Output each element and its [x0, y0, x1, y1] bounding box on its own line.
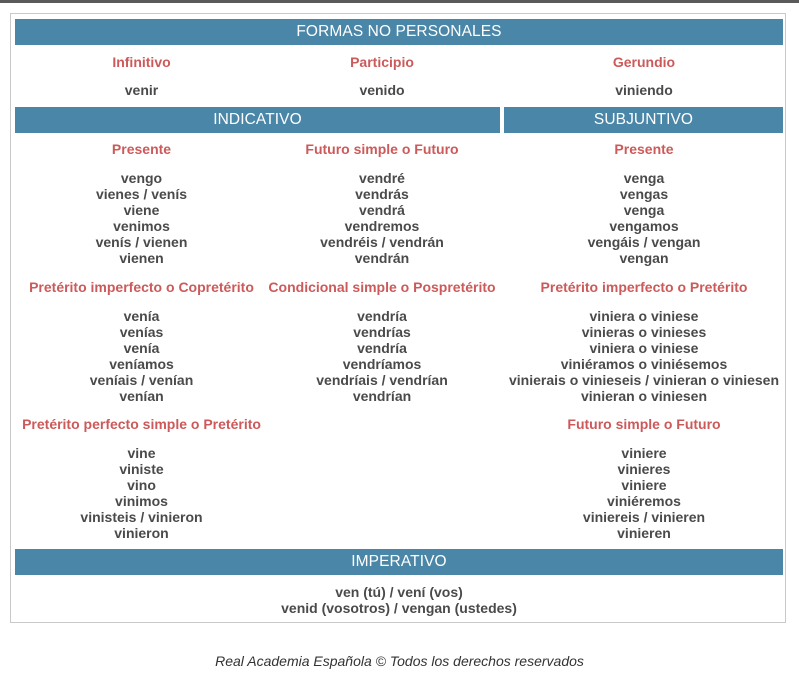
- indicativo-perfecto-simple: [15, 415, 268, 541]
- top-bar: [0, 0, 799, 3]
- form: vengas: [619, 186, 669, 202]
- form-list: [259, 170, 505, 266]
- indicativo-imperfecto: [19, 278, 264, 404]
- tense-label: Pretérito imperfecto o Copretérito: [29, 279, 254, 295]
- form: vinieren: [617, 525, 671, 541]
- form: vinieres: [617, 461, 671, 477]
- tense-label: Presente: [111, 141, 172, 157]
- form: vengáis / vengan: [587, 234, 701, 250]
- indicativo-condicional: [259, 278, 505, 404]
- section-header-imperativo: IMPERATIVO: [15, 549, 783, 575]
- form: ven (tú) / vení (vos): [335, 584, 463, 600]
- form: vienes / venís: [95, 186, 188, 202]
- tense-label: Futuro simple o Futuro: [305, 141, 459, 157]
- form: vine: [127, 445, 156, 461]
- form-list: [505, 308, 783, 404]
- form: vengan: [619, 250, 669, 266]
- form: vinieron: [114, 525, 169, 541]
- form: vendréis / vendrán: [320, 234, 444, 250]
- form: viniéramos o viniésemos: [560, 356, 728, 372]
- form: veníamos: [109, 356, 174, 372]
- indicativo-presente: [19, 140, 264, 266]
- form: viniera o viniese: [589, 340, 699, 356]
- form: vengamos: [609, 218, 679, 234]
- conjugation-table: [10, 13, 786, 623]
- subjuntivo-futuro: [505, 415, 783, 541]
- form: venga: [623, 170, 665, 186]
- form: veníais / venían: [89, 372, 194, 388]
- form: vendríais / vendrían: [316, 372, 448, 388]
- form: vendrá: [359, 202, 405, 218]
- section-header-subjuntivo: SUBJUNTIVO: [504, 107, 783, 133]
- form: venían: [119, 388, 164, 404]
- form: vinimos: [115, 493, 168, 509]
- form: viniste: [119, 461, 164, 477]
- form-list: [15, 584, 783, 616]
- form: venid (vosotros) / vengan (ustedes): [281, 600, 517, 616]
- subjuntivo-presente: [505, 140, 783, 266]
- infinitivo-label: Infinitivo: [112, 54, 171, 70]
- form: viniéremos: [607, 493, 681, 509]
- form: vinieran o viniesen: [580, 388, 708, 404]
- imperativo-forms: [15, 584, 783, 616]
- form: vendría: [357, 308, 407, 324]
- infinitivo-value: venir: [124, 82, 159, 98]
- form: vendríamos: [342, 356, 422, 372]
- form: vengo: [120, 170, 163, 186]
- form: viniereis / vinieren: [582, 509, 706, 525]
- tense-label: Presente: [614, 141, 674, 157]
- form: venías: [119, 324, 164, 340]
- form-list: [259, 308, 505, 404]
- subjuntivo-imperfecto: [505, 278, 783, 404]
- form-list: [505, 170, 783, 266]
- form: venía: [123, 340, 160, 356]
- form: viniere: [621, 445, 667, 461]
- form: vinieras o vinieses: [581, 324, 707, 340]
- form: vendrían: [352, 388, 412, 404]
- form-list: [505, 445, 783, 541]
- form: venía: [123, 308, 160, 324]
- form: vendremos: [344, 218, 420, 234]
- gerundio-label: Gerundio: [612, 54, 676, 70]
- section-header-indicativo: INDICATIVO: [15, 107, 500, 133]
- tense-label: Condicional simple o Pospretérito: [268, 279, 496, 295]
- form: vendrás: [355, 186, 409, 202]
- form: vendré: [359, 170, 405, 186]
- form: venga: [623, 202, 665, 218]
- form: vino: [127, 477, 156, 493]
- tense-label: Pretérito imperfecto o Pretérito: [540, 279, 748, 295]
- gerundio-value: viniendo: [615, 82, 673, 98]
- form: venís / vienen: [95, 234, 188, 250]
- form: venimos: [113, 218, 170, 234]
- form: vendrías: [353, 324, 411, 340]
- section-header-no-personales: FORMAS NO PERSONALES: [15, 19, 783, 45]
- participio-block: [259, 53, 505, 98]
- gerundio-block: [505, 53, 783, 98]
- form: vinierais o vinieseis / vinieran o viniesen: [508, 372, 779, 388]
- tense-label: Pretérito perfecto simple o Pretérito: [22, 416, 261, 432]
- form: vendría: [357, 340, 407, 356]
- participio-label: Participio: [350, 54, 414, 70]
- form: vienen: [119, 250, 164, 266]
- form: viniera o viniese: [589, 308, 699, 324]
- tense-label: Futuro simple o Futuro: [567, 416, 721, 432]
- form: viniere: [621, 477, 667, 493]
- form-list: [19, 308, 264, 404]
- infinitivo-block: [19, 53, 264, 98]
- form-list: [15, 445, 268, 541]
- form: vendrán: [354, 250, 410, 266]
- copyright-footer: Real Academia Española © Todos los derechos reservados: [215, 653, 584, 669]
- form: vinisteis / vinieron: [80, 509, 203, 525]
- form-list: [19, 170, 264, 266]
- participio-value: venido: [359, 82, 405, 98]
- indicativo-futuro: [259, 140, 505, 266]
- form: viene: [123, 202, 160, 218]
